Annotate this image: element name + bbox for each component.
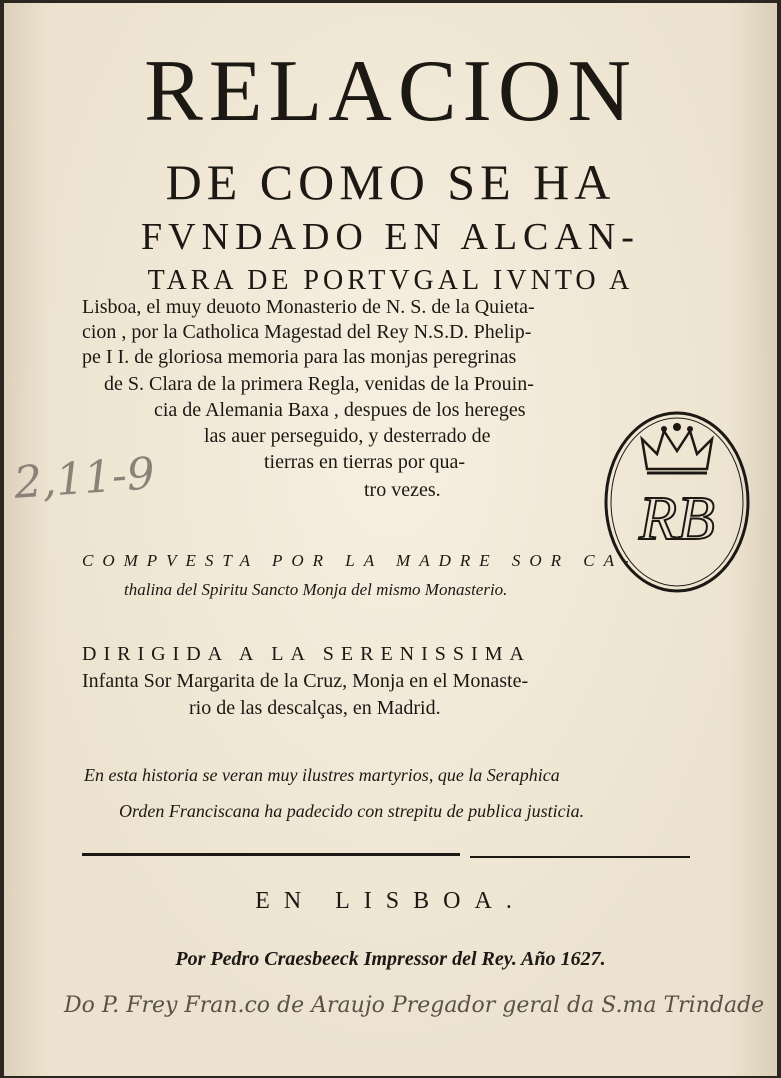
body-line-4: de S. Clara de la primera Regla, venidas de la Prouin-: [104, 373, 534, 395]
body-line-1: Lisboa, el muy deuoto Monasterio de N. S. de la Quieta-: [82, 296, 535, 318]
body-line-3: pe I I. de gloriosa memoria para las monjas peregrinas: [82, 346, 517, 368]
imprint-printer: Por Pedro Craesbeeck Impressor del Rey. Año 1627.: [175, 948, 606, 970]
dedication-line-3: rio de las descalças, en Madrid.: [189, 697, 441, 719]
dedication-line-1: DIRIGIDA A LA SERENISSIMA: [82, 643, 531, 665]
dedication-line-2: Infanta Sor Margarita de la Cruz, Monja en el Monaste-: [82, 670, 529, 692]
divider-rule-left: [82, 853, 460, 856]
title-line-4: TARA DE PORTVGAL IVNTO A: [147, 265, 634, 296]
title-line-3: FVNDADO EN ALCAN-: [141, 216, 640, 258]
author-line-1: COMPVESTA POR LA MADRE SOR CA-: [82, 551, 638, 570]
body-line-7: tierras en tierras por qua-: [264, 451, 466, 473]
title-page: [4, 3, 777, 1076]
divider-rule-right: [470, 856, 690, 858]
author-line-2: thalina del Spiritu Sancto Monja del mismo Monasterio.: [124, 580, 508, 599]
title-line-1: RELACION: [144, 43, 637, 140]
shelfmark-handwriting: 2,11-9: [12, 448, 157, 509]
body-line-6: las auer perseguido, y desterrado de: [204, 425, 491, 447]
imprint-place: EN LISBOA.: [255, 888, 526, 914]
note-line-1: En esta historia se veran muy ilustres martyrios, que la Seraphica: [84, 765, 560, 785]
body-line-2: cion , por la Catholica Magestad del Rey N.S.D. Phelip-: [82, 321, 532, 343]
body-line-8: tro vezes.: [364, 479, 441, 501]
stamp-monogram: RB: [639, 485, 715, 553]
provenance-handwriting: Do P. Frey Fran.co de Araujo Pregador geral da S.ma Trindade: [64, 993, 765, 1018]
body-line-5: cia de Alemania Baxa , despues de los hereges: [154, 399, 526, 421]
title-line-2: DE COMO SE HA: [165, 154, 616, 210]
note-line-2: Orden Franciscana ha padecido con strepitu de publica justicia.: [119, 801, 585, 821]
